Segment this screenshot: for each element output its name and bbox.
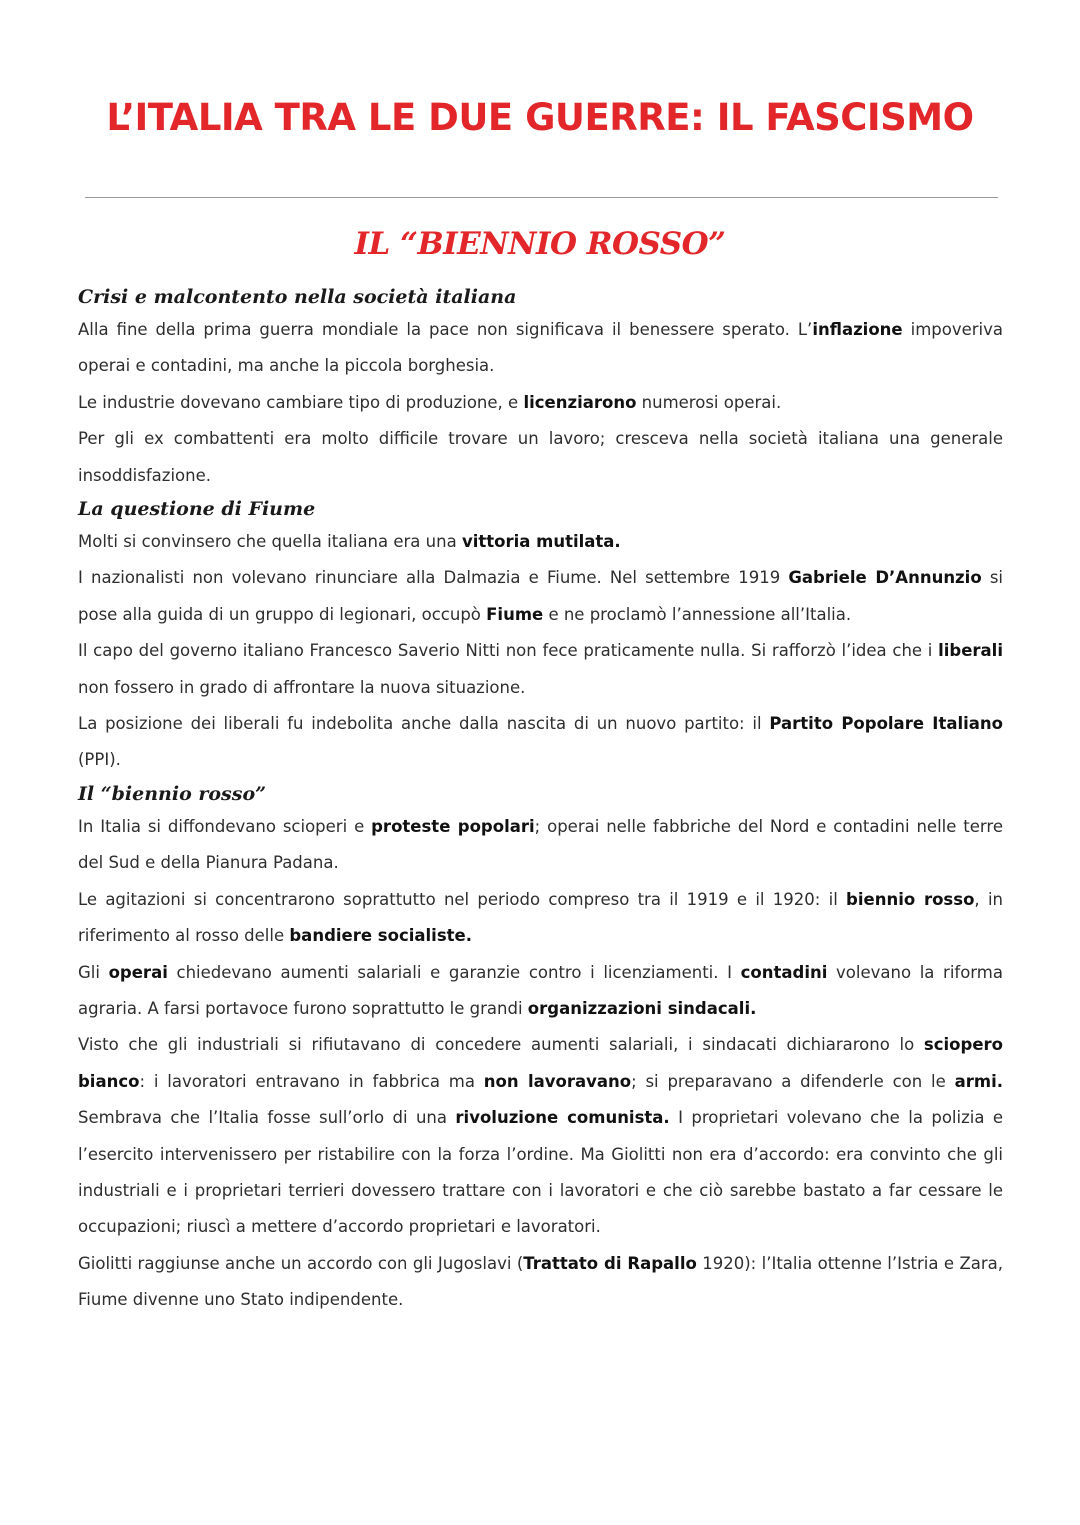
text-run: e ne proclamò l’annessione all’Italia. xyxy=(543,604,852,624)
text-run: 1920): l’Italia ottenne l’Istria e Zara, Fiume divenne uno Stato indipendente. xyxy=(78,1253,1003,1310)
text-run: Le agitazioni si concentrarono soprattutto nel periodo compreso tra il 1919 e il 1920: il xyxy=(78,889,847,909)
text-run: I nazionalisti non volevano rinunciare alla Dalmazia e Fiume. Nel settembre 1919 xyxy=(78,568,789,588)
text-run: si pose alla guida di un gruppo di legionari, occupò xyxy=(78,568,1004,624)
paragraph xyxy=(78,1027,1003,1245)
text-run: non fossero in grado di affrontare la nuova situazione. xyxy=(78,677,526,697)
text-run: chiedevano aumenti salariali e garanzie contro i licenziamenti. I xyxy=(167,962,741,982)
bold-term: armi. xyxy=(954,1071,1003,1091)
text-run: Giolitti raggiunse anche un accordo con gli Jugoslavi ( xyxy=(78,1253,524,1273)
text-run: Visto che gli industriali si rifiutavano di concedere aumenti salariali, i sindacati dichiararono lo xyxy=(78,1035,924,1055)
paragraph xyxy=(78,633,1003,706)
text-run: impoveriva operai e contadini, ma anche la piccola borghesia. xyxy=(78,320,1003,376)
bold-term: non lavoravano xyxy=(483,1071,632,1091)
subheading: La questione di Fiume xyxy=(78,498,316,521)
subheading: Crisi e malcontento nella società italiana xyxy=(78,286,517,308)
text-run: (PPI). xyxy=(78,750,121,770)
paragraph xyxy=(78,955,1003,1028)
text-run: Il capo del governo italiano Francesco Saverio Nitti non fece praticamente nulla. Si rafforzò l’idea che i xyxy=(78,641,939,661)
bold-term: Trattato di Rapallo xyxy=(523,1253,697,1273)
bold-term: vittoria mutilata. xyxy=(461,532,621,552)
text-run: : i lavoratori entravano in fabbrica ma xyxy=(139,1071,484,1091)
section xyxy=(78,282,1003,494)
bold-term: Partito Popolare Italiano xyxy=(769,714,1003,734)
text-run: La posizione dei liberali fu indebolita anche dalla nascita di un nuovo partito: il xyxy=(78,714,770,734)
paragraph xyxy=(78,385,1003,421)
text-run: ; operai nelle fabbriche del Nord e contadini nelle terre del Sud e della Pianura Padana. xyxy=(78,816,1003,873)
bold-term: rivoluzione comunista. xyxy=(455,1108,670,1128)
bold-term: Fiume xyxy=(486,604,544,624)
bold-term: sciopero bianco xyxy=(78,1035,1003,1091)
paragraph xyxy=(78,524,1003,560)
text-run: volevano la riforma agraria. A farsi portavoce furono soprattutto le grandi xyxy=(78,962,1003,1018)
section xyxy=(78,494,1003,779)
section xyxy=(78,779,1003,1319)
text-run: numerosi operai. xyxy=(636,392,782,412)
bold-term: licenziarono xyxy=(523,392,637,412)
bold-term: bandiere socialiste. xyxy=(289,926,473,946)
text-run: I proprietari volevano che la polizia e l’esercito intervenissero per ristabilire con la forza l’ordine. Ma Giolitti non era d’accordo: era convinto che gli industriali e i proprietari terrieri dovessero trattare con i lavoratori e che ciò sarebbe bastato a far cessare le occupazioni; riuscì a mettere d’accordo proprietari e lavoratori. xyxy=(78,1108,1004,1237)
paragraph xyxy=(78,706,1003,779)
bold-term: contadini xyxy=(740,962,828,982)
text-run: Gli xyxy=(78,962,109,982)
paragraph xyxy=(78,560,1003,633)
paragraph xyxy=(78,312,1003,385)
page-title: L’ITALIA TRA LE DUE GUERRE: IL FASCISMO xyxy=(106,96,974,139)
bold-term: proteste popolari xyxy=(371,816,535,836)
text-run: Molti si convinsero che quella italiana era una xyxy=(78,532,462,552)
bold-term: inflazione xyxy=(812,320,903,339)
paragraph xyxy=(78,882,1003,955)
bold-term: biennio rosso xyxy=(846,889,975,909)
document-body xyxy=(78,282,1003,1319)
text-run: Per gli ex combattenti era molto difficile trovare un lavoro; cresceva nella società italiana una generale insoddisfazione. xyxy=(78,429,1003,485)
bold-term: Gabriele D’Annunzio xyxy=(788,568,982,588)
title-divider xyxy=(85,197,998,198)
subheading: Il “biennio rosso” xyxy=(78,782,267,805)
section-title: IL “BIENNIO ROSSO” xyxy=(354,226,726,262)
text-run: ; si preparavano a difenderle con le xyxy=(631,1071,955,1091)
text-run: Le industrie dovevano cambiare tipo di produzione, e xyxy=(78,392,524,412)
paragraph xyxy=(78,1246,1003,1319)
bold-term: liberali xyxy=(938,641,1003,661)
text-run: In Italia si diffondevano scioperi e xyxy=(78,816,372,836)
text-run: Sembrava che l’Italia fosse sull’orlo di una xyxy=(78,1108,456,1128)
paragraph xyxy=(78,421,1003,494)
text-run: , in riferimento al rosso delle xyxy=(78,889,1003,946)
bold-term: operai xyxy=(108,962,168,982)
bold-term: organizzazioni sindacali. xyxy=(527,998,757,1018)
text-run: Alla fine della prima guerra mondiale la pace non significava il benessere sperato. L’ xyxy=(78,320,813,339)
paragraph xyxy=(78,809,1003,882)
